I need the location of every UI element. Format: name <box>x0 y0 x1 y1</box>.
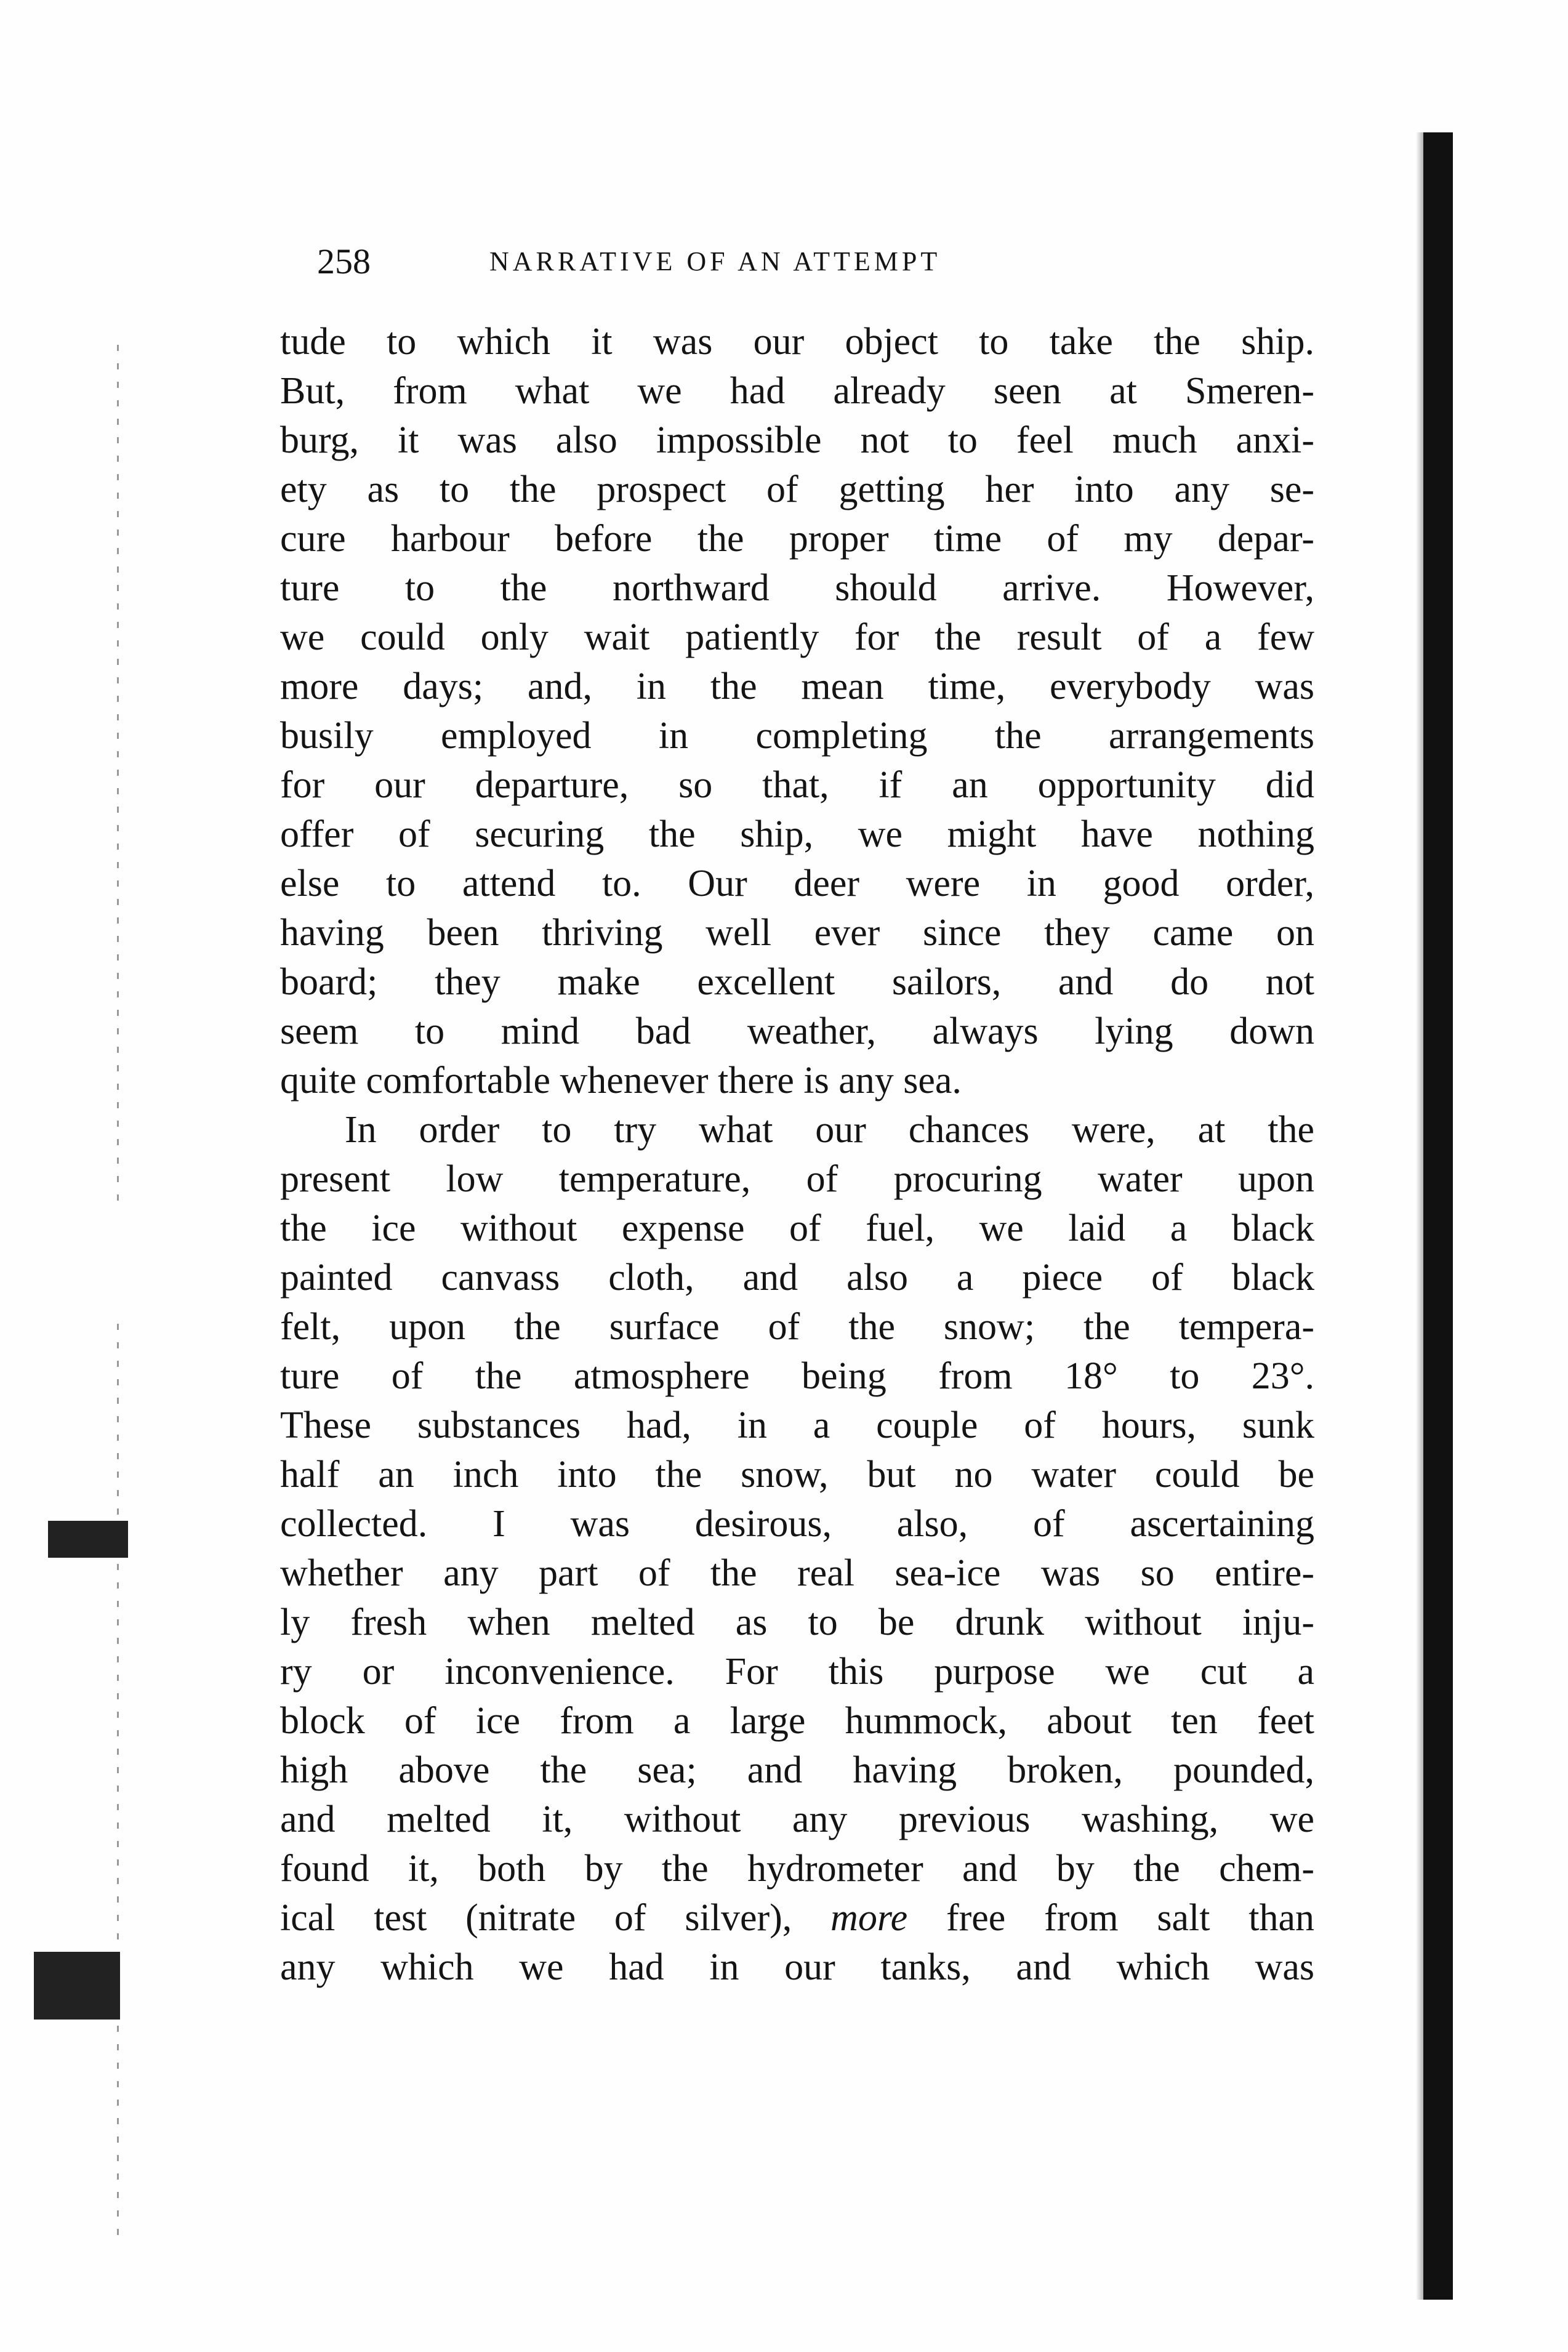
page-header <box>280 231 1327 292</box>
text-line: In order to try what our chances were, at the <box>345 1109 1314 1151</box>
running-head: NARRATIVE OF AN ATTEMPT <box>489 246 941 276</box>
text-line: else to attend to. Our deer were in good order, <box>280 863 1314 904</box>
text-line: board; they make excellent sailors, and do not <box>280 961 1314 1003</box>
text-run: ical test (nitrate of silver), <box>280 1897 792 1939</box>
body-text <box>280 317 1314 1992</box>
text-line: burg, it was also impossible not to feel much anxi- <box>280 419 1314 461</box>
binding-gutter <box>1423 132 1453 2300</box>
text-line: block of ice from a large hummock, about ten feet <box>280 1700 1314 1742</box>
text-line: the ice without expense of fuel, we laid a black <box>280 1207 1314 1249</box>
text-line: busily employed in completing the arrangements <box>280 715 1314 757</box>
text-line: But, from what we had already seen at Smeren- <box>280 370 1314 412</box>
text-line: ly fresh when melted as to be drunk without inju- <box>280 1601 1314 1643</box>
page-number: 258 <box>317 241 371 281</box>
text-line: ety as to the prospect of getting her into any se- <box>280 469 1314 510</box>
text-line: ry or inconvenience. For this purpose we cut a <box>280 1651 1314 1693</box>
text-line: high above the sea; and having broken, pounded, <box>280 1749 1314 1791</box>
text-line: cure harbour before the proper time of my depar- <box>280 518 1314 560</box>
text-line: ture to the northward should arrive. However, <box>280 567 1314 609</box>
text-line: ture of the atmosphere being from 18° to 23°. <box>280 1355 1314 1397</box>
text-line: any which we had in our tanks, and which was <box>280 1946 1314 1988</box>
text-line: half an inch into the snow, but no water could be <box>280 1454 1314 1496</box>
text-run: free from salt than <box>946 1897 1314 1939</box>
margin-scan-mark <box>117 1324 119 2247</box>
text-line: felt, upon the surface of the snow; the tempera- <box>280 1306 1314 1348</box>
text-line: found it, both by the hydrometer and by the chem- <box>280 1848 1314 1890</box>
text-line: seem to mind bad weather, always lying down <box>280 1010 1314 1052</box>
text-line: we could only wait patiently for the result of a few <box>280 616 1314 658</box>
text-line: painted canvass cloth, and also a piece of black <box>280 1257 1314 1299</box>
margin-scan-mark <box>117 345 119 1207</box>
text-line: for our departure, so that, if an opportunity did <box>280 764 1314 806</box>
text-line: whether any part of the real sea-ice was so entire- <box>280 1552 1314 1594</box>
text-line: offer of securing the ship, we might have nothing <box>280 813 1314 855</box>
text-line: These substances had, in a couple of hours, sunk <box>280 1404 1314 1446</box>
text-line: present low temperature, of procuring water upon <box>280 1158 1314 1200</box>
text-line: more days; and, in the mean time, everybody was <box>280 666 1314 707</box>
text-line: quite comfortable whenever there is any sea. <box>280 1060 962 1101</box>
margin-ink-blot <box>48 1521 128 1558</box>
text-line-mixed <box>280 1893 1314 1943</box>
text-line: having been thriving well ever since they came on <box>280 912 1314 954</box>
text-line: and melted it, without any previous washing, we <box>280 1798 1314 1840</box>
text-line: collected. I was desirous, also, of ascertaining <box>280 1503 1314 1545</box>
margin-ink-blot <box>34 1952 120 2020</box>
italic-run: more <box>830 1897 908 1939</box>
text-line: tude to which it was our object to take the ship. <box>280 321 1314 363</box>
